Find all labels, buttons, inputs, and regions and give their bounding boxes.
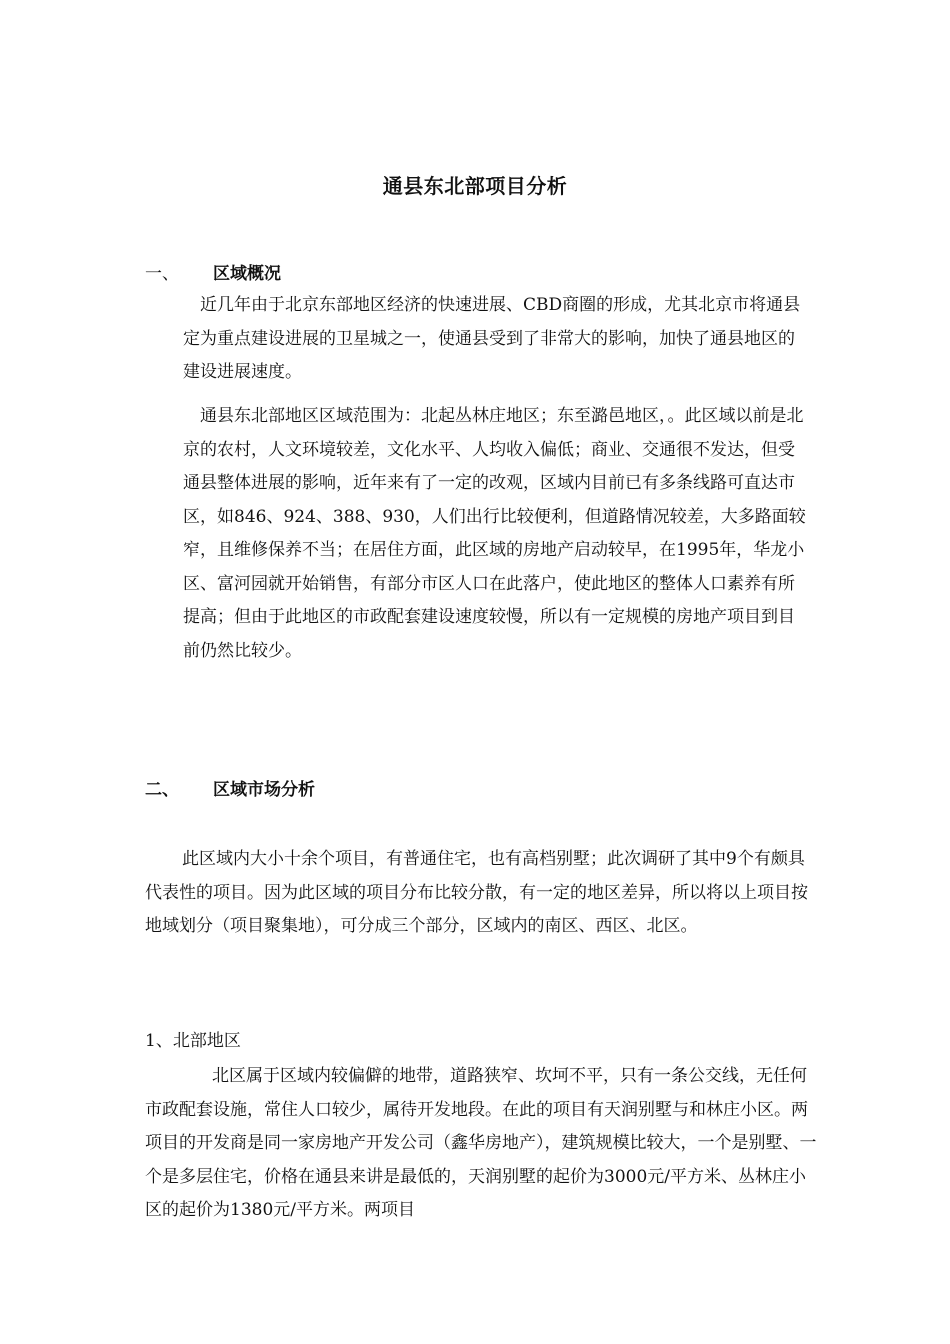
paragraph-overview-2: 通县东北部地区区域范围为：北起丛林庄地区；东至潞邑地区，。此区域以前是北京的农村，人文环境较差，文化水平、人均收入偏低；商业、交通很不发达，但受通县整体进展的影响，近年来有了一定的改观，区域内目前已有多条线路可直达市区，如846、924、388、930，人们出行比较便利，但道路情况较差，大多路面较窄，且维修保养不当；在居住方面，此区域的房地产启动较早，在1995年，华龙小区、富河园就开始销售，有部分市区人口在此落户，使此地区的整体人口素养有所提高；但由于此地区的市政配套建设速度较慢，所以有一定规模的房地产项目到目前仍然比较少。 [183, 406, 806, 661]
section-title-1: 区域概况 [213, 264, 281, 284]
section-heading-1 [145, 259, 281, 284]
paragraph-market-analysis: 此区域内大小十余个项目，有普通住宅，也有高档别墅；此次调研了其中9个有颇具代表性的项目。因为此区域的项目分布比较分散，有一定的地区差异，所以将以上项目按地域划分（项目聚集地），可分成三个部分，区域内的南区、西区、北区。 [145, 849, 808, 936]
section-number-2: 二、 [145, 780, 179, 800]
section-heading-2 [145, 775, 315, 800]
paragraph-overview-1: 近几年由于北京东部地区经济的快速进展、CBD商圈的形成，尤其北京市将通县定为重点建设进展的卫星城之一，使通县受到了非常大的影响，加快了通县地区的建设进展速度。 [183, 295, 801, 382]
document-title: 通县东北部项目分析 [382, 174, 568, 198]
section-number-1: 一、 [145, 264, 179, 284]
paragraph-north-area: 北区属于区域内较偏僻的地带，道路狭窄、坎坷不平，只有一条公交线，无任何市政配套设施，常住人口较少，属待开发地段。在此的项目有天润别墅与和林庄小区。两项目的开发商是同一家房地产开发公司（鑫华房地产），建筑规模比较大，一个是别墅、一个是多层住宅，价格在通县来讲是最低的，天润别墅的起价为3000元/平方米、丛林庄小区的起价为1380元/平方米。两项目 [145, 1066, 817, 1220]
subsection-heading-north: 1、北部地区 [145, 1031, 241, 1051]
section-title-2: 区域市场分析 [213, 780, 315, 800]
